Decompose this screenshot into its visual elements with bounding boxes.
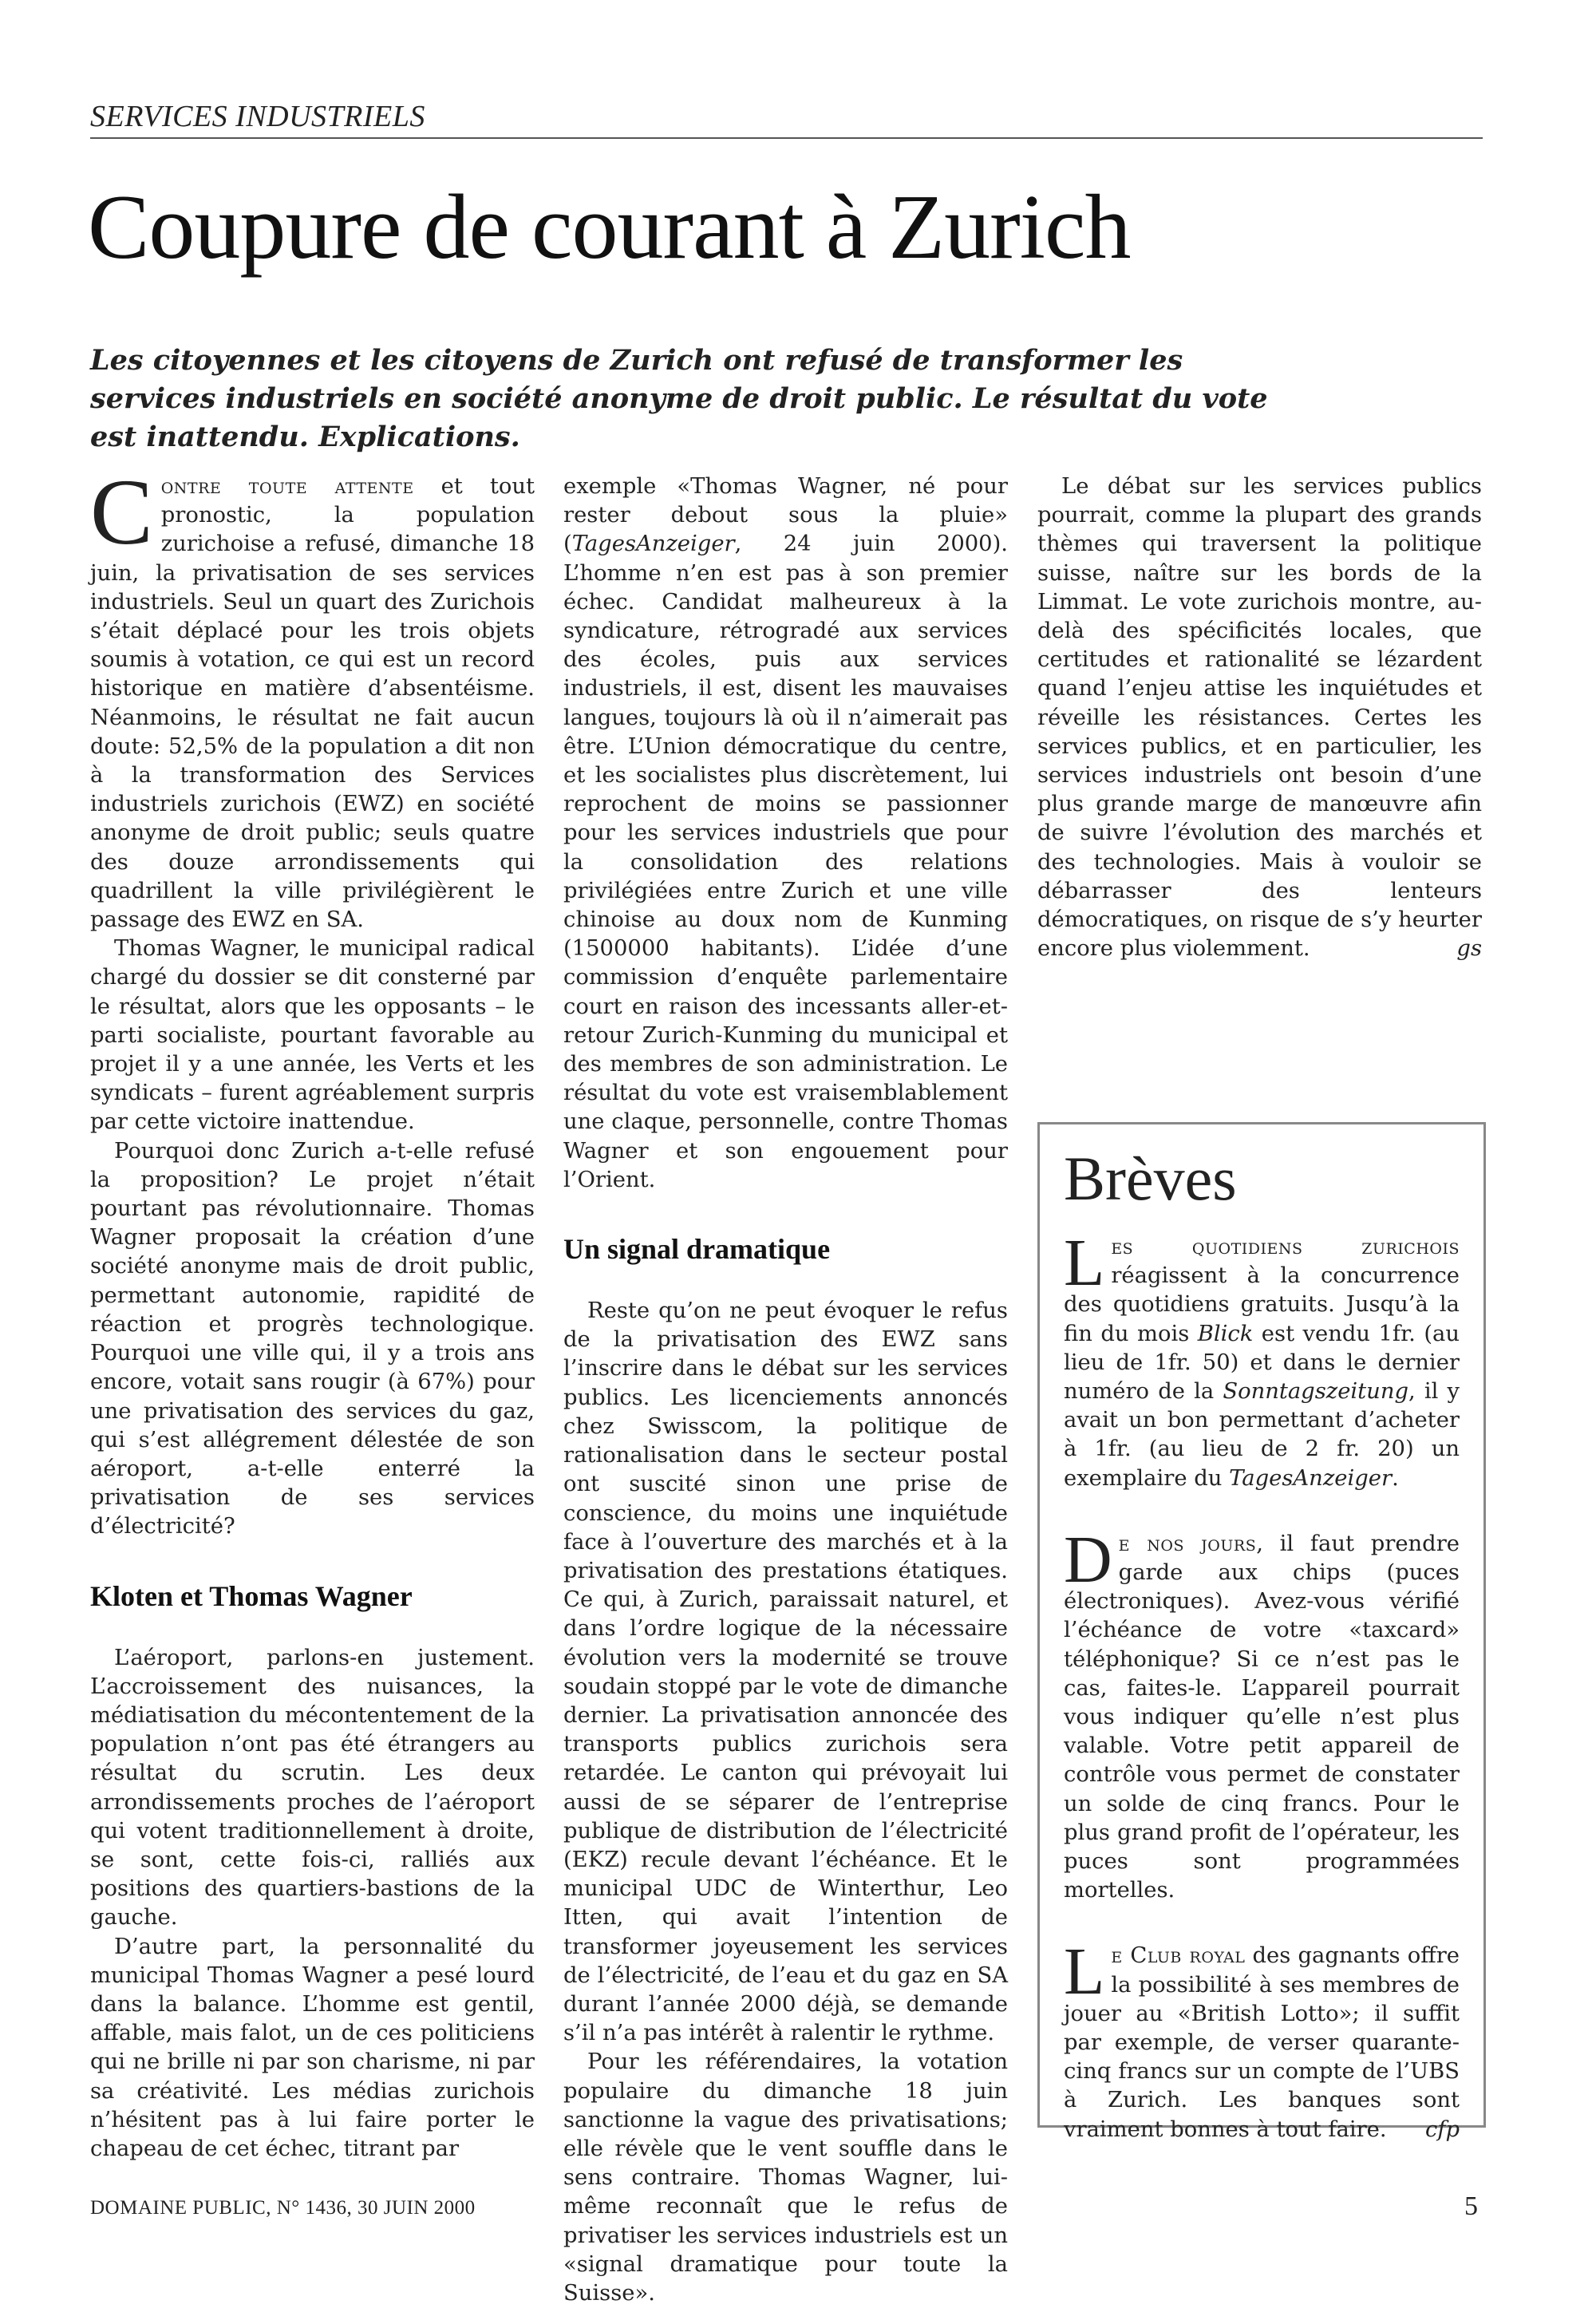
breve-item (1064, 1522, 1460, 1906)
breve-text: , il y avait un bon permettant d’acheter à 1fr. (au lieu de 2 fr. 20) un exemplaire du (1064, 1379, 1460, 1491)
article-paragraph: D’autre part, la personnalité du municipal Thomas Wagner a pesé lourd dans la balance. L’homme est gentil, affable, mais falot, un de ces politiciens qui ne brille ni par son charisme, ni par sa créativité. Les médias zurichois n’hésitent pas à lui faire porter le chapeau de cet échec, titrant par (90, 1934, 535, 2161)
article-paragraph: Pourquoi donc Zurich a-t-elle refusé la proposition? Le projet n’était pourtant pas révolutionnaire. Thomas Wagner proposait la création d’une société anonyme mais de droit public, permettant autonomie, rapidité de réaction et progrès technologique. Pourquoi une ville qui, il y a trois ans encore, votait sans rougir (à 67%) pour une privatisation des services du gaz, qui s’est allégrement délestée de son aéroport, a-t-elle enterré la privatisation de ses services d’électricité? (90, 1138, 535, 1539)
paragraph-text: exemple «Thomas Wagner, né pour rester debout sous la pluie» ( (563, 474, 1008, 557)
breve-text: réagissent à la concurrence des quotidiens gratuits. Jusqu’à la fin du mois (1064, 1263, 1460, 1346)
small-caps-lead: e Club royal (1111, 1943, 1246, 1969)
article-column-2 (563, 472, 1008, 2308)
article-paragraph (90, 460, 535, 935)
small-caps-lead: e nos jours (1118, 1531, 1257, 1556)
drop-cap: D (1064, 1522, 1112, 1597)
drop-cap: L (1064, 1935, 1105, 2010)
subheading-signal: Un signal dramatique (563, 1233, 831, 1266)
paragraph-text: , 24 juin 2000). L’homme n’en est pas à son premier échec. Candidat malheureux à la syndicature, rétrogradé aux services des écoles, puis aux services industriels, il est, disent les mauvaises langues, toujours là où il n’aimerait pas être. L’Union démocratique du centre, et les socialistes plus discrètement, lui reprochent de moins se passionner pour les services industriels que pour la consolidation des relations privilégiées entre Zurich et une ville chinoise au doux nom de Kunming (1500000 habitants). L’idée d’une commission d’enquête parlementaire court en raison des incessants aller-et-retour Zurich-Kunming du municipal et des membres de son administration. Le résultat du vote est vraisemblablement une claque, personnelle, contre Thomas Wagner et son engouement pour l’Orient. (563, 532, 1008, 1192)
breve-item (1064, 1226, 1460, 1493)
source-citation: TagesAnzeiger (571, 532, 735, 557)
article-paragraph: L’aéroport, parlons-en justement. L’accroissement des nuisances, la médiatisation du mécontentement de la population n’ont pas été étrangers au résultat du scrutin. Les deux arrondissements proches de l’aéroport qui votent traditionnellement à droite, se sont, cette fois-ci, ralliés aux positions des quartiers-bastions de la gauche. (90, 1645, 535, 1931)
drop-cap: C (90, 460, 153, 564)
subheading-kloten: Kloten et Thomas Wagner (90, 1579, 413, 1612)
breve-text: des gagnants offre la possibilité à ses membres de jouer au «British Lotto»; il suffit par exemple, de verser quarante-cinq francs sur un compte de l’UBS à Zurich. Les banques sont vraiment bonnes à tout faire. (1064, 1943, 1460, 2142)
small-caps-lead: ontre toute attente (160, 474, 414, 499)
article-headline: Coupure de courant à Zurich (88, 176, 1131, 279)
footer-publication: DOMAINE PUBLIC, N° 1436, 30 JUIN 2000 (90, 2197, 476, 2219)
breves-box (1037, 1122, 1486, 2142)
breves-title: Brèves (1064, 1144, 1237, 1213)
paragraph-text: et tout pronostic, la population zurichoise a refusé, dimanche 18 juin, la privatisation de ses services industriels. Seul un quart des Zurichois s’était déplacé pour les trois objets soumis à votation, ce qui est un record historique en matière d’absentéisme. Néanmoins, le résultat ne fait aucun doute: 52,5% de la population a dit non à la transformation des Services industriels zurichois (EWZ) en société anonyme de droit public; seuls quatre des douze arrondissements qui quadrillent la ville privilégièrent le passage des EWZ en SA. (90, 474, 535, 933)
article-paragraph: Reste qu’on ne peut évoquer le refus de la privatisation des EWZ sans l’inscrire dans le débat sur les services publics. Les licenciements annoncés chez Swisscom, la politique de rationalisation dans le secteur postal ont suscité sinon une prise de conscience, du moins une inquiétude face à l’ouverture des marchés et à la privatisation des prestations étatiques. Ce qui, à Zurich, paraissait naturel, et dans l’ordre logique de la nécessaire évolution vers la modernité se trouve soudain stoppé par le vote de dimanche dernier. La privatisation annoncée des transports publics zurichois sera retardée. Le canton qui prévoyait lui aussi de se séparer de l’entreprise publique de distribution de l’électricité (EKZ) recule devant l’échéance. Et le municipal UDC de Winterthur, Leo Itten, qui avait l’intention de transformer joyeusement les services de l’électricité, de l’eau et du gaz en SA durant l’année 2000 déjà, se demande s’il n’a pas intérêt à ralentir le rythme. (563, 1298, 1008, 2046)
author-signature: gs (1456, 936, 1482, 962)
small-caps-lead: es quotidiens zurichois (1111, 1235, 1460, 1259)
article-column-1 (90, 460, 535, 2164)
author-signature: cfp (1424, 2116, 1460, 2142)
breve-text: , il faut prendre garde aux chips (puces électroniques). Avez-vous vérifié l’échéance de votre «taxcard» téléphonique? Si ce n’est pas le cas, faites-le. L’appareil pourrait vous indiquer qu’elle n’est plus valable. Votre petit appareil de contrôle vous permet de constater un solde de cinq francs. Pour le plus grand profit de l’opérateur, les puces sont programmées mortelles. (1064, 1531, 1460, 1903)
newspaper-name: TagesAnzeiger (1229, 1465, 1393, 1491)
breve-text: est vendu 1fr. (au lieu de 1fr. 50) et dans le dernier numéro de la (1064, 1321, 1460, 1405)
article-lede: Les citoyennes et les citoyens de Zurich ont refusé de transformer les services industriels en société anonyme de droit public. Le résultat du vote est inattendu. Explications. (90, 344, 1268, 453)
newspaper-name: Sonntagszeitung (1223, 1379, 1408, 1405)
article-paragraph: Thomas Wagner, le municipal radical chargé du dossier se dit consterné par le résultat, alors que les opposants – le parti socialiste, pourtant favorable au projet il y a une année, les Verts et les syndicats – furent agréablement surpris par cette victoire inattendue. (90, 936, 535, 1135)
drop-cap: L (1064, 1226, 1105, 1300)
newspaper-name: Blick (1197, 1321, 1254, 1346)
article-paragraph (563, 472, 1008, 1195)
article-paragraph (1037, 472, 1482, 963)
page-number: 5 (1464, 2191, 1478, 2221)
article-column-3 (1037, 472, 1482, 963)
paragraph-text: Le débat sur les services publics pourrait, comme la plupart des grands thèmes qui traversent la politique suisse, naître sur les bords de la Limmat. Le vote zurichois montre, au-delà des spécificités locales, que certitudes et rationalité se lézardent quand l’enjeu attise les inquiétudes et réveille les résistances. Certes les services publics, et en particulier, les services industriels ont besoin d’une plus grande marge de manœuvre afin de suivre l’évolution des marchés et des technologies. Mais à vouloir se débarrasser des lenteurs démocratiques, on risque de s’y heurter encore plus violemment. (1037, 474, 1482, 962)
section-rubric: SERVICES INDUSTRIELS (90, 99, 1483, 139)
breve-item (1064, 1935, 1460, 2144)
breve-text: . (1392, 1465, 1399, 1491)
article-paragraph: Pour les référendaires, la votation populaire du dimanche 18 juin sanctionne la vague des privatisations; elle révèle que le vent souffle dans le sens contraire. Thomas Wagner, lui-même reconnaît que le refus de privatiser les services industriels est un «signal dramatique pour toute la Suisse». (563, 2049, 1008, 2306)
